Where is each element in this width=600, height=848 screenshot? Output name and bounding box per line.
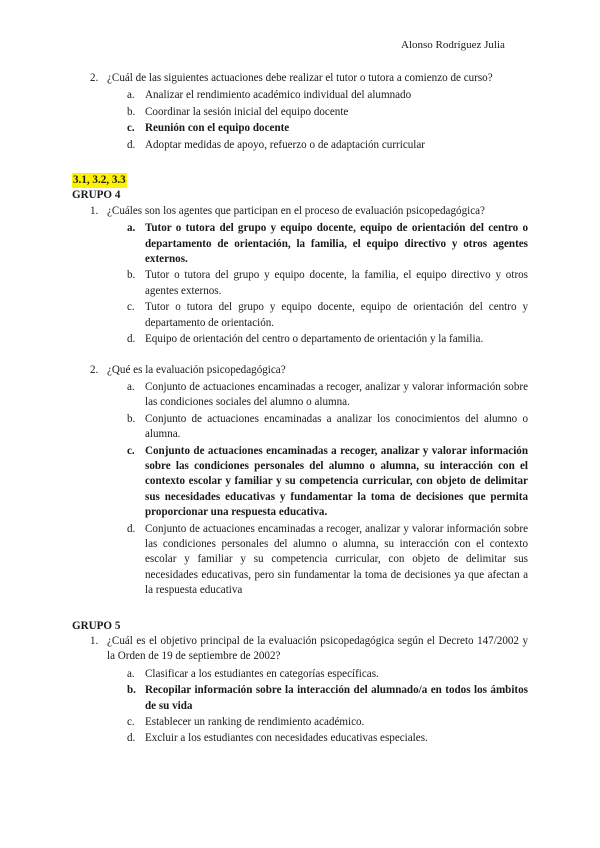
option-letter: b. bbox=[127, 269, 136, 282]
question-label: ¿Qué es la evaluación psicopedagógica? bbox=[107, 363, 286, 376]
option-text: Excluir a los estudiantes con necesidades educativas especiales. bbox=[145, 732, 428, 745]
question-label: ¿Cuáles son los agentes que participan en el proceso de evaluación psicopedagógica? bbox=[107, 204, 485, 217]
option-item-correct bbox=[0, 221, 600, 267]
option-text: Establecer un ranking de rendimiento académico. bbox=[145, 716, 365, 729]
option-letter: b. bbox=[127, 684, 136, 697]
question-label: ¿Cuál de las siguientes actuaciones debe realizar el tutor o tutora a comienzo de curso? bbox=[107, 72, 493, 84]
option-item bbox=[0, 412, 600, 443]
option-text: Clasificar a los estudiantes en categorías específicas. bbox=[145, 667, 379, 680]
option-letter: d. bbox=[127, 333, 136, 346]
option-text: Conjunto de actuaciones encaminadas a recoger, analizar y valorar información sobre las condiciones sociales del alumno o alumna. bbox=[145, 380, 528, 409]
option-item bbox=[0, 667, 600, 682]
option-text: Adoptar medidas de apoyo, refuerzo o de adaptación curricular bbox=[145, 138, 425, 151]
option-item bbox=[0, 105, 600, 120]
option-item bbox=[0, 731, 600, 746]
options-list bbox=[0, 380, 600, 599]
option-item bbox=[0, 268, 600, 299]
option-text: Tutor o tutora del grupo y equipo docente, equipo de orientación del centro y departamento de orientación. bbox=[145, 301, 528, 329]
option-item-correct bbox=[0, 683, 600, 714]
option-item bbox=[0, 715, 600, 730]
option-letter: d. bbox=[127, 522, 136, 535]
option-item bbox=[0, 88, 600, 103]
option-text: Recopilar información sobre la interacción del alumnado/a en todos los ámbitos de su vida bbox=[145, 684, 528, 712]
option-item bbox=[0, 380, 600, 411]
option-letter: a. bbox=[127, 222, 136, 235]
option-item-correct bbox=[0, 121, 600, 136]
question-text bbox=[0, 204, 600, 219]
option-letter: c. bbox=[127, 122, 135, 135]
option-text: Tutor o tutora del grupo y equipo docente, equipo de orientación del centro o departamento de orientación, la familia, el equipo directivo y otros agentes externos. bbox=[145, 222, 528, 266]
question-number: 1. bbox=[90, 635, 99, 647]
option-letter: c. bbox=[127, 444, 135, 457]
option-letter: a. bbox=[127, 89, 135, 102]
options-list bbox=[0, 88, 600, 153]
question-number: 2. bbox=[90, 363, 99, 376]
question-number: 1. bbox=[90, 204, 99, 217]
option-item-correct bbox=[0, 444, 600, 521]
option-item bbox=[0, 300, 600, 331]
options-list bbox=[0, 221, 600, 347]
option-text: Conjunto de actuaciones encaminadas a recoger, analizar y valorar información sobre las condiciones personales del alumno o alumna, su interacción con el contexto escolar y familiar y su competencia curricular, con objeto de delimitar sus necesidades educativas, pero sin fundamentar la toma de decisiones ya que afectan a la respuesta educativa bbox=[145, 522, 528, 597]
option-letter: c. bbox=[127, 716, 135, 729]
option-item bbox=[0, 138, 600, 153]
document-body bbox=[0, 71, 600, 748]
option-letter: b. bbox=[127, 412, 136, 425]
option-letter: a. bbox=[127, 380, 135, 393]
group-title: GRUPO 4 bbox=[72, 189, 121, 202]
author-name: Alonso Rodríguez Julia bbox=[401, 39, 505, 51]
question-text bbox=[0, 71, 600, 86]
options-list bbox=[0, 667, 600, 747]
option-text: Equipo de orientación del centro o departamento de orientación y la familia. bbox=[145, 333, 484, 346]
option-item bbox=[0, 332, 600, 347]
option-letter: b. bbox=[127, 105, 136, 118]
option-letter: c. bbox=[127, 301, 135, 314]
option-text: Coordinar la sesión inicial del equipo docente bbox=[145, 105, 349, 118]
option-text: Conjunto de actuaciones encaminadas a recoger, analizar y valorar información sobre las condiciones personales del alumno o alumna, su interacción con el contexto escolar y familiar y su competencia curricular, con objeto de delimitar sus necesidades educativas y fundamentar la toma de decisiones que permita proporcionar una respuesta educativa. bbox=[145, 444, 528, 519]
option-text: Tutor o tutora del grupo y equipo docente, la familia, el equipo directivo y otros agentes externos. bbox=[145, 269, 528, 297]
question-label: ¿Cuál es el objetivo principal de la evaluación psicopedagógica según el Decreto 147/2002 y la Orden de 19 de septiembre de 2002? bbox=[107, 635, 528, 663]
option-item bbox=[0, 522, 600, 599]
option-text: Conjunto de actuaciones encaminadas a analizar los conocimientos del alumno o alumna. bbox=[145, 412, 528, 441]
question-text bbox=[0, 363, 600, 378]
option-text: Reunión con el equipo docente bbox=[145, 122, 290, 135]
group-title: GRUPO 5 bbox=[72, 619, 121, 632]
question-number: 2. bbox=[90, 72, 99, 84]
option-letter: d. bbox=[127, 732, 136, 745]
option-letter: a. bbox=[127, 667, 135, 680]
question-text bbox=[0, 634, 600, 665]
option-text: Analizar el rendimiento académico individual del alumnado bbox=[145, 89, 412, 102]
option-letter: d. bbox=[127, 138, 136, 151]
section-marker: 3.1, 3.2, 3.3 bbox=[72, 173, 127, 188]
